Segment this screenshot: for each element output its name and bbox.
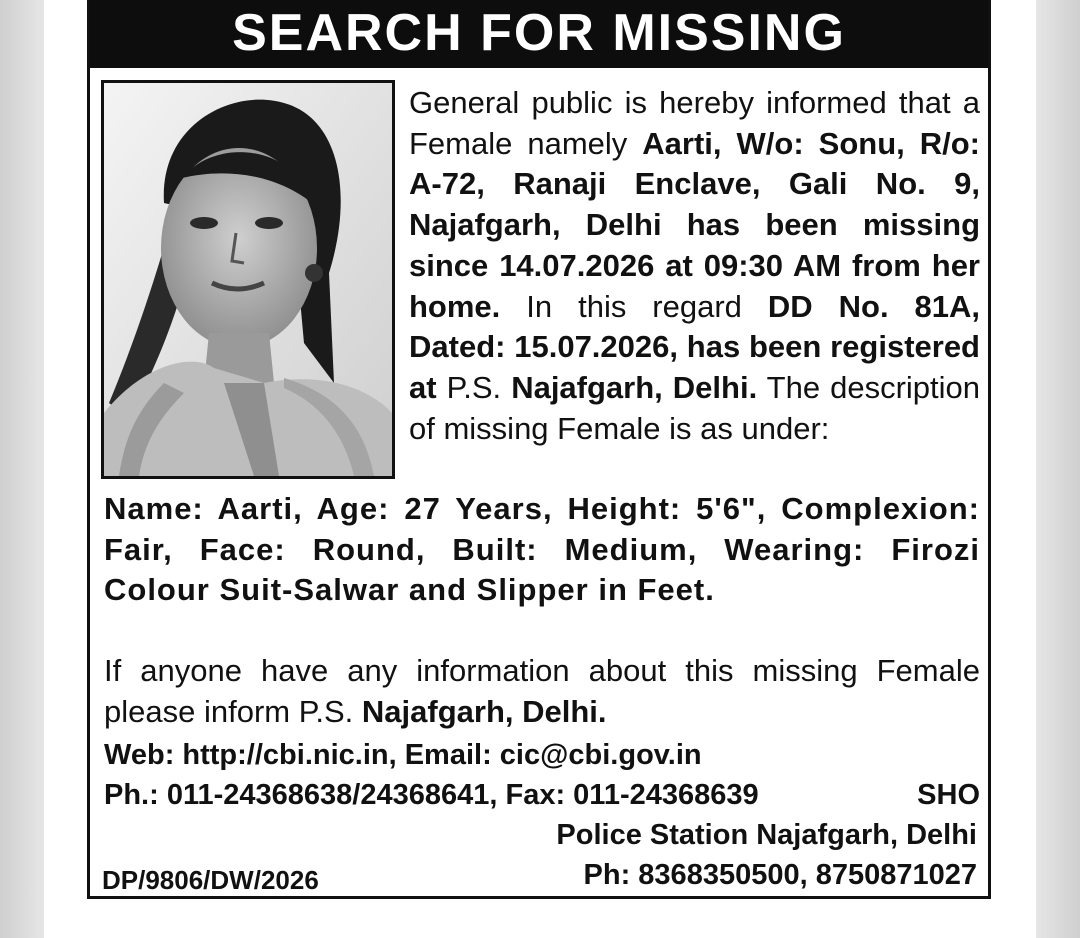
info-text: If anyone have any information about this missing Female please inform P.S.	[104, 653, 980, 729]
page-edge-right	[1036, 0, 1080, 938]
phone-fax-text: Ph.: 011-24368638/24368641, Fax: 011-24368639	[104, 779, 759, 811]
page-edge-left	[0, 0, 44, 938]
intro-text: The description of missing Female is as under:	[409, 369, 981, 446]
phone-fax-line	[104, 775, 980, 815]
information-request	[104, 651, 980, 732]
missing-person-identity: Aarti, W/o: Sonu, R/o: A-72, Ranaji Enclave, Gali No. 9, Najafgarh, Delhi has been missing since 14.07.2026 at 09:30 AM from her home.	[409, 125, 980, 324]
intro-text: In this regard	[500, 288, 768, 324]
intro-text: General public is hereby informed that a Female namely	[409, 85, 980, 161]
web-email-line: Web: http://cbi.nic.in, Email: cic@cbi.gov.in	[104, 739, 702, 771]
reference-number: DP/9806/DW/2026	[102, 865, 319, 895]
person-description: Name: Aarti, Age: 27 Years, Height: 5'6", Complexion: Fair, Face: Round, Built: Medium, Wearing: Firozi Colour Suit-Salwar and Slipper in Feet.	[104, 491, 980, 607]
sho-label: SHO	[917, 779, 980, 811]
missing-person-photo	[101, 80, 395, 479]
intro-text: P.S.	[436, 369, 512, 405]
police-station: Najafgarh, Delhi.	[361, 693, 607, 729]
dd-registration: DD No. 81A, Dated: 15.07.2026, has been registered at	[409, 288, 981, 405]
missing-notice	[87, 0, 991, 899]
station-name: Police Station Najafgarh, Delhi	[556, 819, 977, 851]
station-phone: Ph: 8368350500, 8750871027	[583, 859, 977, 891]
notice-title: SEARCH FOR MISSING	[90, 0, 988, 68]
intro-paragraph	[409, 83, 980, 449]
police-station: Najafgarh, Delhi.	[511, 369, 758, 405]
